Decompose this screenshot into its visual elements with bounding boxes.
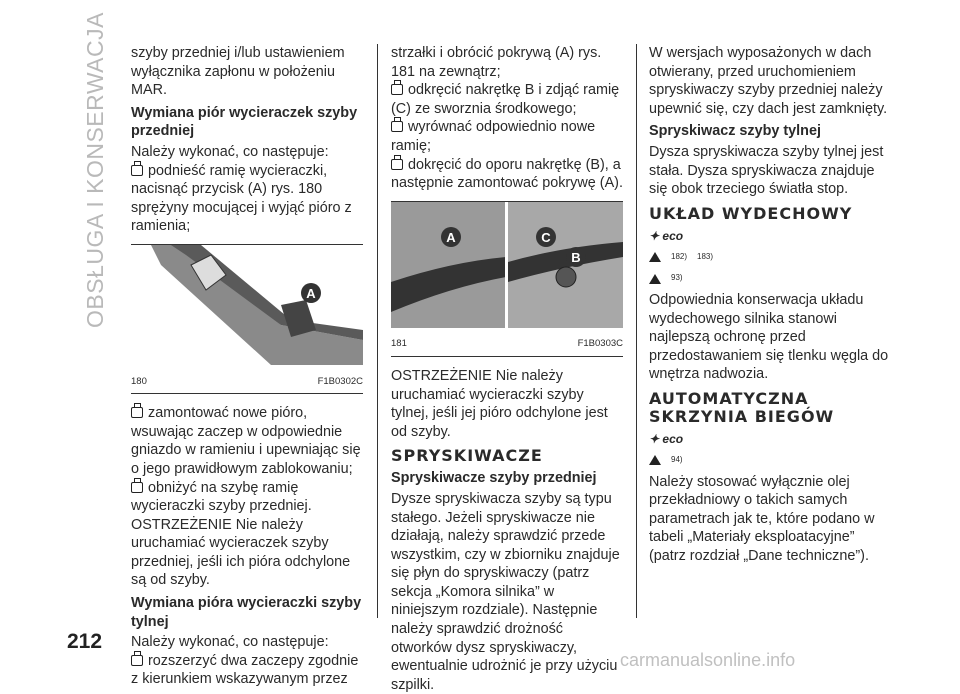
bullet-item: dokręcić do oporu nakrętkę (B), a następnie zamontować pokrywę (A).: [391, 156, 623, 192]
figure-label-c: C: [541, 229, 551, 245]
section-title: AUTOMATYCZNA SKRZYNIA BIEGÓW: [649, 388, 835, 426]
paragraph: Dysze spryskiwacza szyby są typu stałego. Jeżeli spryskiwacze nie działają, należy sprawdzić przede wszystkim, czy w zbiorniku znajduje się płyn do spryskiwaczy (patrz sekcja „Komora silnika” w niniejszym rozdziale). Następnie należy sprawdzić drożność otworków dysz spryskiwaczy, ewentualnie udrożnić je przy użyciu szpilki.: [391, 490, 620, 693]
paragraph: strzałki i obrócić pokrywą (A) rys. 181 na zewnątrz;: [391, 45, 602, 80]
figure-code: F1B0303C: [577, 338, 623, 350]
section-heading: Wymiana piór wycieraczek szyby przedniej: [131, 104, 358, 140]
column-1: [131, 44, 363, 689]
caution-icon: [649, 274, 661, 284]
figure-code: F1B0302C: [317, 375, 363, 387]
paragraph: Należy wykonać, co następuje:: [131, 143, 329, 160]
warning-icon: [649, 252, 661, 262]
bullet-icon: [131, 165, 143, 176]
paragraph: OSTRZEŻENIE Nie należy uruchamiać wycieraczki szyby tylnej, jeśli jej pióro odchylone jest od szyby.: [391, 367, 608, 440]
wiper-blade-illustration: [131, 245, 363, 365]
paragraph: Należy wykonać, co następuje:: [131, 634, 329, 651]
bullet-icon: [391, 121, 403, 132]
caution-refs: 93): [649, 269, 889, 288]
caution-refs: 94): [649, 451, 889, 470]
section-title: SPRYSKIWACZE: [391, 446, 543, 466]
eco-icon: ✦ eco: [649, 431, 684, 446]
bullet-icon: [131, 407, 143, 418]
figure-number: 180: [131, 375, 147, 387]
bullet-icon: [391, 159, 403, 170]
warning-refs: 182) 183): [649, 248, 889, 267]
section-title: UKŁAD WYDECHOWY: [649, 203, 853, 223]
paragraph: W wersjach wyposażonych w dach otwierany, przed uruchomieniem spryskiwaczy szyby przedniej należy upewnić się, czy dach jest zamknięty.: [649, 45, 888, 117]
section-heading: Spryskiwacze szyby przedniej: [391, 470, 597, 487]
bullet-item: odkręcić nakrętkę B i zdjąć ramię (C) ze sworznia środkowego;: [391, 82, 620, 117]
figure-label-b: B: [571, 249, 581, 265]
column-divider: [636, 44, 637, 618]
figure-label-a: A: [446, 229, 456, 245]
figure-180: [131, 244, 363, 394]
side-title-text: OBSŁUGA I KONSERWACJA: [82, 12, 108, 328]
page-number: 212: [67, 630, 103, 653]
bullet-icon: [131, 655, 143, 666]
column-2: [391, 44, 623, 694]
paragraph: Dysza spryskiwacza szyby tylnej jest stała. Dysza spryskiwacza znajduje się obok trzeciego światła stop.: [649, 143, 884, 198]
figure-181: [391, 201, 623, 357]
bullet-icon: [391, 84, 403, 95]
figure-number: 181: [391, 338, 407, 350]
section-heading: Spryskiwacz szyby tylnej: [649, 123, 821, 140]
bullet-item: rozszerzyć dwa zaczepy zgodnie z kierunkiem wskazywanym przez: [131, 652, 359, 688]
rear-wiper-illustration: [391, 202, 623, 328]
paragraph: Należy stosować wyłącznie olej przekładniowy o takich samych parametrach jak te, które podano w tabeli „Materiały eksploatacyjne” (patrz rozdział „Dane techniczne”).: [649, 473, 875, 564]
caution-icon: [649, 455, 661, 465]
section-heading: Wymiana pióra wycieraczki szyby tylnej: [131, 595, 362, 630]
paragraph: Odpowiednia konserwacja układu wydechowego silnika stanowi najlepszą ochronę przed przedostawaniem się tlenku węgla do wnętrza nadwozia.: [649, 291, 889, 383]
bullet-icon: [131, 482, 143, 493]
figure-label-a: A: [306, 285, 316, 301]
column-3: [649, 44, 889, 565]
paragraph: szyby przedniej i/lub ustawieniem wyłącznika zapłonu w położeniu MAR.: [131, 45, 345, 99]
bullet-item: obniżyć na szybę ramię wycieraczki szyby przedniej.: [131, 479, 312, 515]
bullet-item: podnieść ramię wycieraczki, nacisnąć przycisk (A) rys. 180 sprężyny mocującej i wyjąć pióro z ramienia;: [131, 162, 352, 235]
eco-icon: ✦ eco: [649, 228, 684, 243]
watermark: carmanualsonline.info: [620, 650, 796, 670]
paragraph: OSTRZEŻENIE Nie należy uruchamiać wycieraczek szyby przedniej, jeśli ich pióra odchylone są od szyby.: [131, 516, 351, 589]
bullet-item: zamontować nowe pióro, wsuwając zaczep w odpowiednie gniazdo w ramieniu i upewniając się o jego prawidłowym zablokowaniu;: [131, 405, 361, 477]
bullet-item: wyrównać odpowiednio nowe ramię;: [391, 119, 596, 154]
column-divider: [377, 44, 378, 618]
side-section-title: [62, 12, 108, 328]
